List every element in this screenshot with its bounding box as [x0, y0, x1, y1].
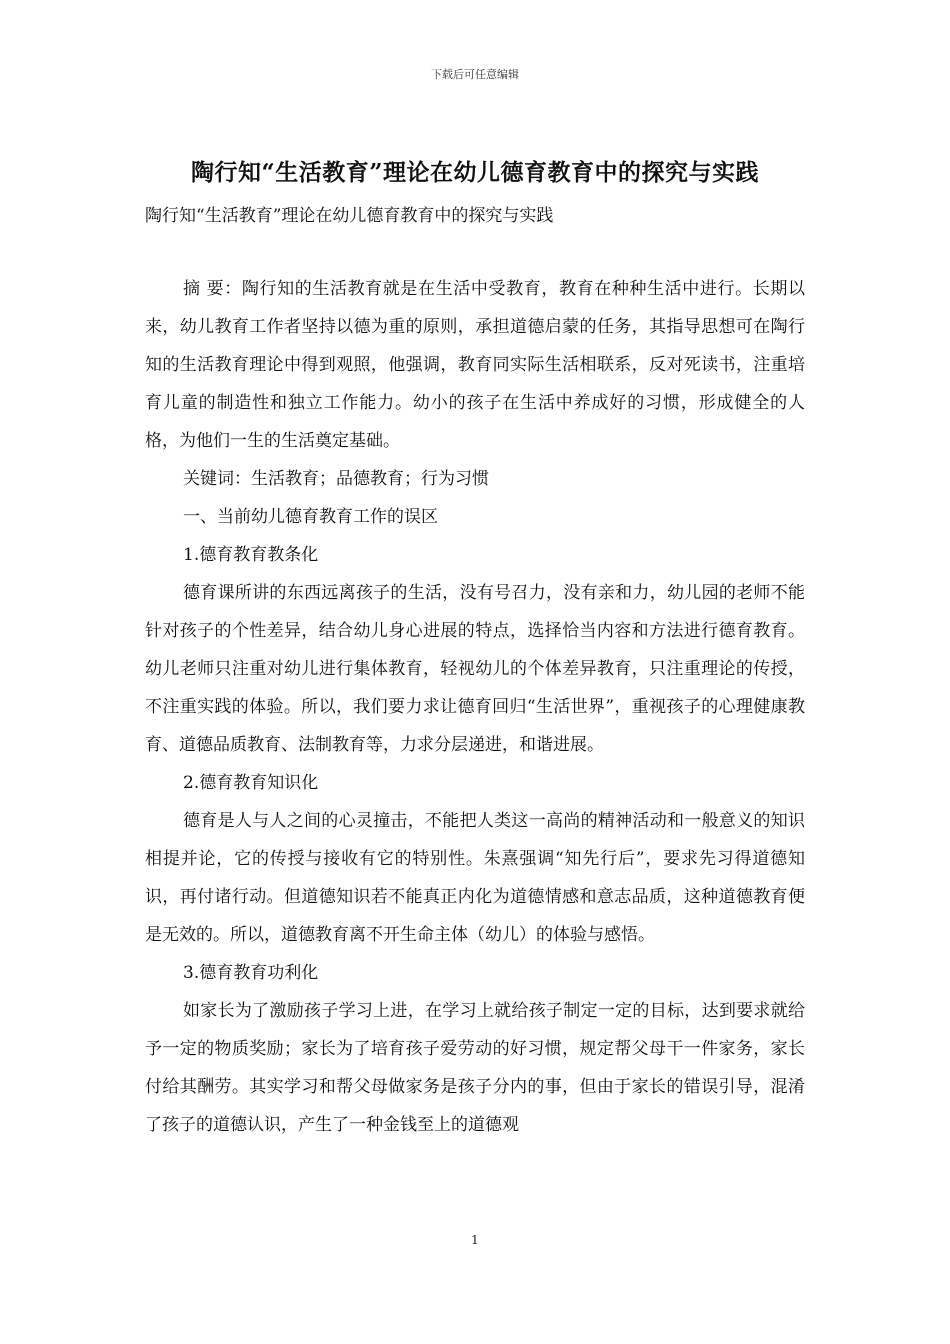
document-body	[145, 270, 805, 1144]
subsection-heading: 1.德育教育教条化	[183, 545, 319, 565]
subsection-heading: 2.德育教育知识化	[183, 773, 319, 793]
page-number: 1	[471, 1233, 479, 1247]
subsection-heading: 3.德育教育功利化	[183, 963, 319, 983]
header-note: 下载后可任意编辑	[431, 68, 519, 81]
document-title: 陶行知“生活教育”理论在幼儿德育教育中的探究与实践	[191, 159, 759, 186]
keywords-line: 关键词：生活教育；品德教育；行为习惯	[183, 469, 489, 489]
body-paragraph: 德育是人与人之间的心灵撞击，不能把人类这一高尚的精神活动和一般意义的知识相提并论，它的传授与接收有它的特别性。朱熹强调“知先行后”，要求先习得道德知识，再付诸行动。但道德知识若不能真正内化为道德情感和意志品质，这种道德教育便是无效的。所以，道德教育离不开生命主体（幼儿）的体验与感悟。	[145, 811, 805, 945]
body-paragraph: 德育课所讲的东西远离孩子的生活，没有号召力，没有亲和力，幼儿园的老师不能针对孩子的个性差异，结合幼儿身心进展的特点，选择恰当内容和方法进行德育教育。幼儿老师只注重对幼儿进行集体教育，轻视幼儿的个体差异教育，只注重理论的传授，不注重实践的体验。所以，我们要力求让德育回归“生活世界”，重视孩子的心理健康教育、道德品质教育、法制教育等，力求分层递进，和谐进展。	[145, 583, 805, 755]
section-heading: 一、当前幼儿德育教育工作的误区	[183, 507, 438, 527]
body-paragraph: 如家长为了激励孩子学习上进，在学习上就给孩子制定一定的目标，达到要求就给予一定的物质奖励；家长为了培育孩子爱劳动的好习惯，规定帮父母干一件家务，家长付给其酬劳。其实学习和帮父母做家务是孩子分内的事，但由于家长的错误引导，混淆了孩子的道德认识，产生了一种金钱至上的道德观	[145, 1001, 805, 1135]
abstract-paragraph: 摘 要：陶行知的生活教育就是在生活中受教育，教育在种种生活中进行。长期以来，幼儿教育工作者坚持以德为重的原则，承担道德启蒙的任务，其指导思想可在陶行知的生活教育理论中得到观照，他强调，教育同实际生活相联系，反对死读书，注重培育儿童的制造性和独立工作能力。幼小的孩子在生活中养成好的习惯，形成健全的人格，为他们一生的生活奠定基础。	[145, 279, 805, 451]
document-subtitle: 陶行知“生活教育”理论在幼儿德育教育中的探究与实践	[145, 206, 554, 226]
